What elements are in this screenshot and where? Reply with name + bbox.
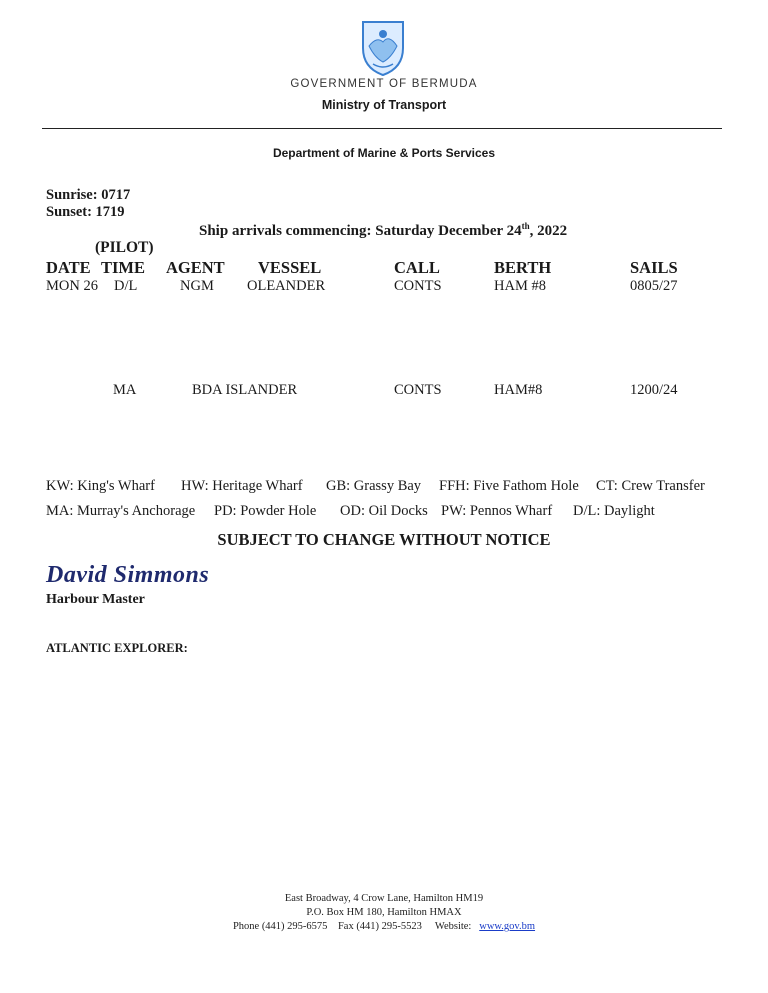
footer-address: East Broadway, 4 Crow Lane, Hamilton HM19 (284, 893, 484, 904)
col-header-vessel: VESSEL (258, 258, 322, 277)
sunset-time: Sunset: 1719 (46, 204, 125, 220)
legend-dl: D/L: Daylight (573, 503, 655, 519)
legend-gb: GB: Grassy Bay (326, 478, 422, 494)
col-header-berth: BERTH (494, 258, 552, 277)
row-1-berth: HAM #8 (494, 278, 546, 294)
row-2-call: CONTS (394, 382, 442, 398)
col-header-agent: AGENT (166, 258, 225, 277)
legend-ffh: FFH: Five Fathom Hole (439, 478, 579, 494)
row-1-vessel: OLEANDER (247, 278, 326, 294)
ministry-name: Ministry of Transport (321, 98, 447, 112)
footer-website-label: Website: (434, 921, 472, 932)
pilot-label: (PILOT) (95, 239, 154, 256)
footer-phone: Phone (441) 295-6575 (232, 921, 328, 932)
row-2-agent: MA (113, 382, 137, 398)
row-1-date: MON 26 (46, 278, 98, 294)
header-divider (42, 128, 722, 129)
footer-pobox: P.O. Box HM 180, Hamilton HMAX (306, 907, 462, 918)
department-name: Department of Marine & Ports Services (272, 146, 496, 160)
legend-kw: KW: King's Wharf (46, 478, 155, 494)
commencing-text: Ship arrivals commencing: Saturday December 24 (199, 223, 522, 239)
row-2-berth: HAM#8 (494, 382, 543, 398)
arrivals-commencing (199, 221, 567, 240)
row-1-sails: 0805/27 (630, 278, 678, 294)
legend-pw: PW: Pennos Wharf (441, 503, 553, 519)
signatory-title: Harbour Master (46, 592, 145, 607)
sunrise-time: Sunrise: 0717 (46, 187, 131, 203)
row-1-time: D/L (114, 278, 138, 294)
footer-website-link[interactable]: www.gov.bm (479, 921, 536, 932)
atlantic-explorer-label: ATLANTIC EXPLORER: (46, 641, 188, 655)
footer-contact (0, 921, 768, 932)
col-header-time: TIME (101, 258, 146, 277)
government-name: GOVERNMENT OF BERMUDA (290, 78, 478, 90)
bermuda-crest-icon (355, 18, 411, 78)
row-1-agent: NGM (180, 278, 214, 294)
col-header-call: CALL (394, 258, 440, 277)
row-2-vessel: BDA ISLANDER (192, 382, 298, 398)
legend-od: OD: Oil Docks (340, 503, 428, 519)
legend-ct: CT: Crew Transfer (596, 478, 705, 494)
footer-fax: Fax (441) 295-5523 (337, 921, 422, 932)
signature: David Simmons (46, 562, 210, 588)
commencing-ordinal: th (521, 221, 530, 231)
legend-hw: HW: Heritage Wharf (181, 478, 303, 494)
col-header-date: DATE (46, 258, 91, 277)
legend-ma: MA: Murray's Anchorage (46, 503, 196, 519)
legend-pd: PD: Powder Hole (214, 503, 317, 519)
change-notice: SUBJECT TO CHANGE WITHOUT NOTICE (217, 530, 551, 549)
commencing-year: , 2022 (529, 223, 568, 239)
col-header-sails: SAILS (630, 258, 678, 277)
row-1-call: CONTS (394, 278, 442, 294)
row-2-sails: 1200/24 (630, 382, 678, 398)
